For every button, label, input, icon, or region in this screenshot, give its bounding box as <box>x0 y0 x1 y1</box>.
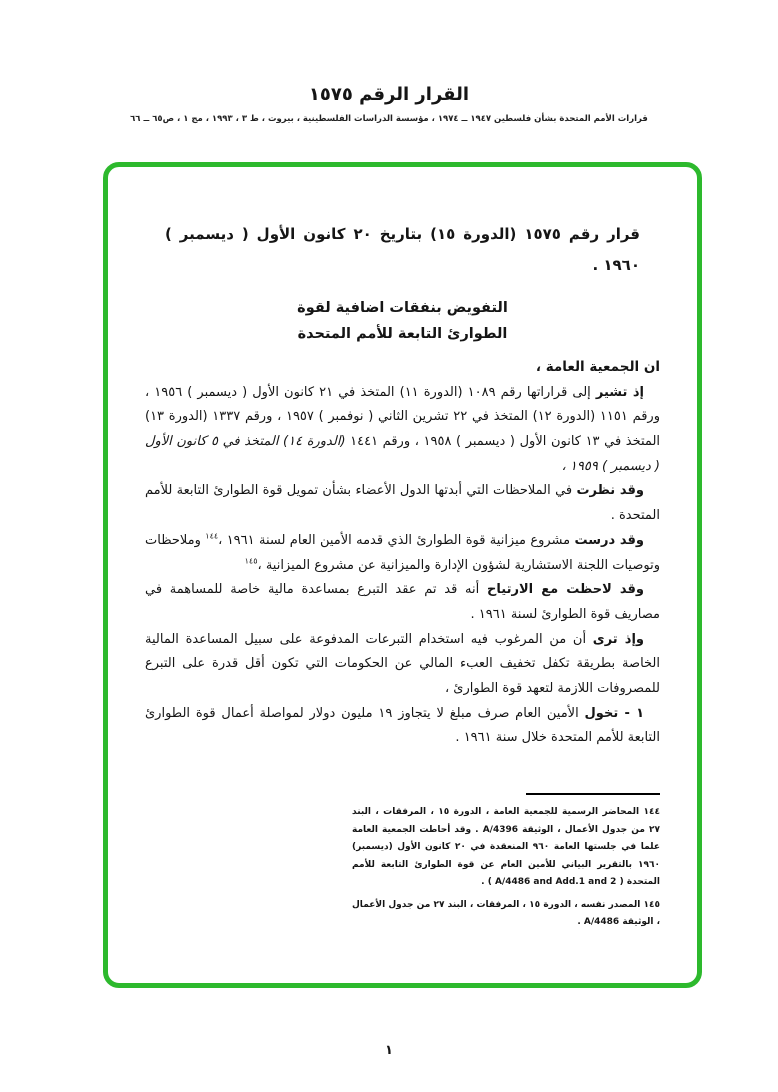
footnote-144 <box>352 804 660 892</box>
preamble-paragraph-5 <box>145 628 660 702</box>
paragraph-text: الأمين العام صرف مبلغ لا يتجاوز ١٩ مليون دولار لمواصلة أعمال قوة الطوارئ التابعة للأمم المتحدة خلال سنة ١٩٦١ . <box>145 705 660 746</box>
resolution-heading: قرار رقم ١٥٧٥ (الدورة ١٥) بتاريخ ٢٠ كانون الأول ( ديسمبر ) ١٩٦٠ . <box>165 225 640 274</box>
footnote-reference-144: ١٤٤ <box>205 531 219 541</box>
subject-title-line1: التفويض بنفقات اضافية لقوة <box>297 299 508 316</box>
preamble-paragraph-3 <box>145 529 660 578</box>
resolution-number-title: القرار الرقم ١٥٧٥ <box>308 84 470 105</box>
footnote-text: . <box>577 917 581 928</box>
document-symbol: A/4396 <box>482 824 518 835</box>
paragraph-lead: وقد درست <box>574 532 645 548</box>
footnote-145 <box>352 897 660 932</box>
paragraph-lead: وقد نظرت <box>576 483 644 499</box>
footnote-marker: ١٤٥ <box>643 899 660 910</box>
document-symbol: ( A/4486 and Add.1 and 2 ) <box>487 877 624 888</box>
footnote-text: . وقد أحاطت الجمعية العامة علما في جلستها العامة ٩٦٠ المنعقدة في ٢٠ كانون الأول (ديسمبر) ١٩٦٠ بالتقرير البياني للأمين العام عن قوة الطوارئ التابعة <box>352 824 661 870</box>
page-header <box>0 84 778 124</box>
paragraph-lead: ١ - تخول <box>584 705 644 721</box>
document-symbol: A/4486 <box>583 917 620 928</box>
preamble-opening: ان الجمعية العامة ، <box>535 358 660 375</box>
footnote-marker: ١٤٤ <box>643 807 660 818</box>
footnote-text: للأمم المتحدة <box>352 859 660 888</box>
preamble-paragraph-2 <box>145 479 660 528</box>
preamble-paragraph-1 <box>145 381 660 480</box>
paragraph-lead: إذ تشير <box>595 384 644 400</box>
footnote-separator-rule <box>526 793 660 795</box>
paragraph-lead: وإذ ترى <box>592 631 644 647</box>
document-frame <box>103 162 702 988</box>
footnote-text: . <box>481 877 485 888</box>
footnote-text: المحاضر الرسمية للجمعية العامة ، الدورة ١٥ ، المرفقات ، البند ٢٧ من جدول الأعمال ، الوثيقة <box>352 807 660 835</box>
page-number: ١ <box>385 1043 393 1058</box>
source-citation: قرارات الأمم المتحدة بشأن فلسطين ١٩٤٧ ــ ١٩٧٤ ، مؤسسة الدراسات الفلسطينية ، بيروت ، ط ٣ ، ١٩٩٣ ، مج ١ ، ص٦٥ ــ ٦٦ <box>130 114 648 124</box>
subject-title-line2: الطوارئ التابعة للأمم المتحدة <box>297 325 508 342</box>
paragraph-italic-text: (الدورة ١٤) المتخذ في ٥ كانون الأول ( ديسمبر ) ١٩٥٩ ، <box>145 434 660 474</box>
operative-paragraph-1 <box>145 702 660 751</box>
paragraph-lead: وقد لاحظت مع الارتياح <box>487 582 644 598</box>
preamble-paragraph-4 <box>145 578 660 627</box>
paragraph-text: في الملاحظات التي أبدتها الدول الأعضاء بشأن تمويل قوة الطوارئ التابعة للأمم المتحدة . <box>145 483 660 524</box>
paragraph-text: وملاحظات وتوصيات اللجنة الاستشارية لشؤون الإدارة والميزانية عن مشروع الميزانية ، <box>145 532 660 573</box>
paragraph-text: مشروع ميزانية قوة الطوارئ الذي قدمه الأمين العام لسنة ١٩٦١ ، <box>218 532 571 548</box>
subject-title <box>145 295 660 347</box>
footnote-text: المصدر نفسه ، الدورة ١٥ ، المرفقات ، البند ٢٧ من جدول الأعمال ، الوثيقة <box>352 899 660 928</box>
paragraph-text: أنه قد تم عقد التبرع بمساعدة مالية خاصة للمساهمة في مصاريف قوة الطوارئ لسنة ١٩٦١ . <box>145 582 660 622</box>
footnote-reference-145: ١٤٥ <box>244 556 258 566</box>
paragraph-text: أن من المرغوب فيه استخدام التبرعات المدفوعة على سبيل المساعدة المالية الخاصة بطريقة تكفل تخفيف العبء المالي عن الحكومات التي تكون أقل قدرة على التبرع للمصروفات اللازمة لتعهد قوة الطوارئ ، <box>145 631 660 696</box>
paragraph-text: إلى قراراتها رقم ١٠٨٩ (الدورة ١١) المتخذ في ٢١ كانون الأول ( ديسمبر ) ١٩٥٦ ، ورقم ١١٥١ (الدورة ١٢) المتخذ في ٢٢ تشرين الثاني ( نوفمبر ) ١٩٥٧ ، ورقم ١٣٣٧ (الدورة ١٣) المتخذ في ١٣ كانون الأول ( ديسمبر ) ١٩٥٨ ، ورقم ١٤٤١ <box>145 384 661 450</box>
footnotes-section <box>352 793 660 937</box>
document-body <box>145 219 660 751</box>
